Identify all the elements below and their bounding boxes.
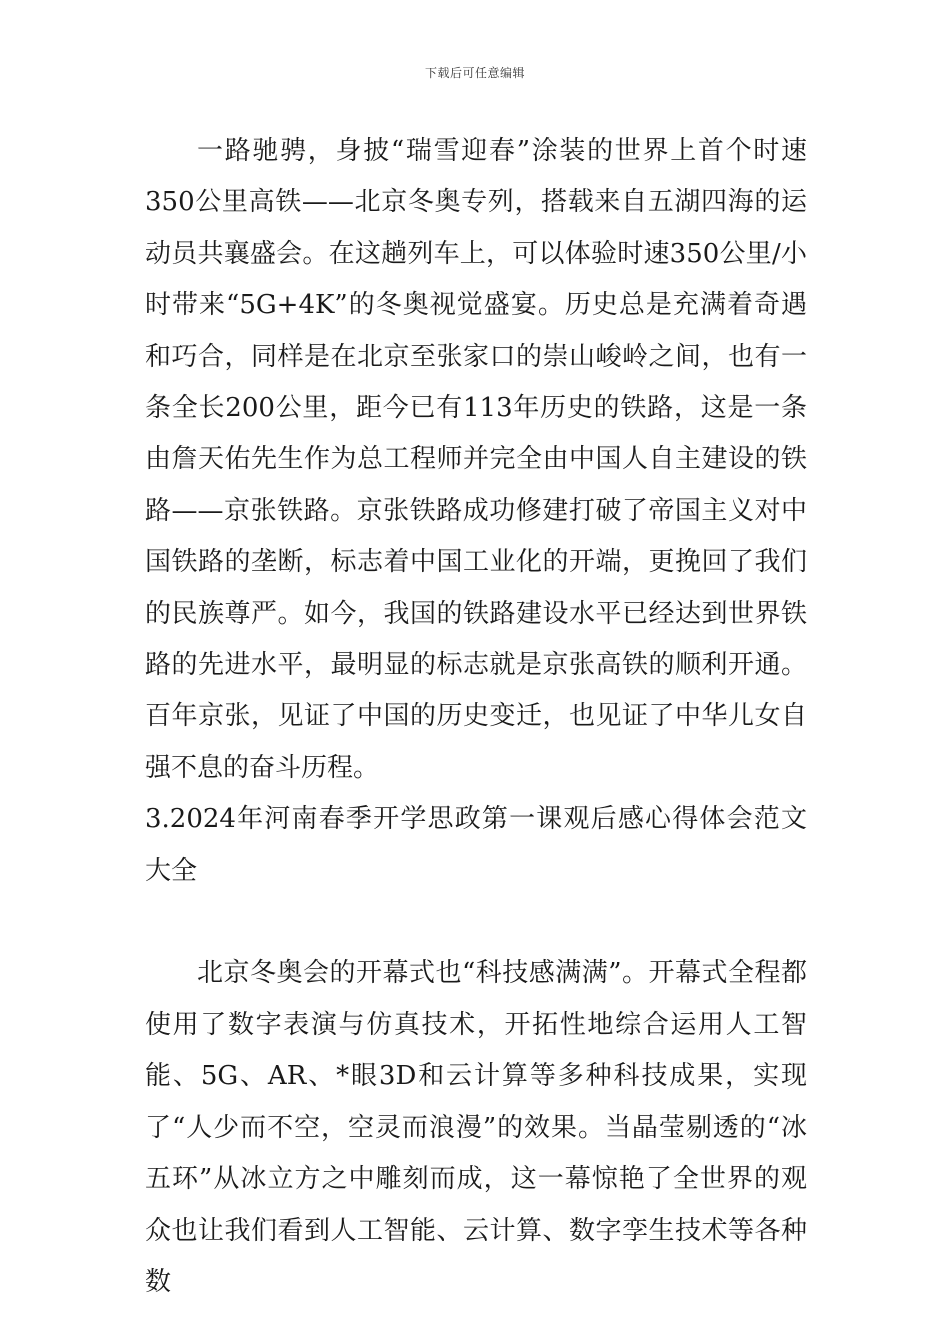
section-heading: 3.2024年河南春季开学思政第一课观后感心得体会范文大全 bbox=[145, 804, 807, 886]
page-header: 下载后可任意编辑 bbox=[424, 66, 525, 80]
paragraph-beijing-winter-olympics-train: 一路驰骋，身披“瑞雪迎春”涂装的世界上首个时速350公里高铁——北京冬奥专列，搭载来自五湖四海的运动员共襄盛会。在这趟列车上，可以体验时速350公里/小时带来“5G+4K”的冬奥视觉盛宴。历史总是充满着奇遇和巧合，同样是在北京至张家口的崇山峻岭之间，也有一条全长200公里，距今已有113年历史的铁路，这是一条由詹天佑先生作为总工程师并完全由中国人自主建设的铁路——京张铁路。京张铁路成功修建打破了帝国主义对中国铁路的垄断，标志着中国工业化的开端，更挽回了我们的民族尊严。如今，我国的铁路建设水平已经达到世界铁路的先进水平，最明显的标志就是京张高铁的顺利开通。百年京张，见证了中国的历史变迁，也见证了中华儿女自强不息的奋斗历程。 bbox=[145, 136, 807, 783]
blank-line bbox=[145, 897, 807, 948]
document-body bbox=[145, 126, 807, 1308]
paragraph-opening-ceremony-technology: 北京冬奥会的开幕式也“科技感满满”。开幕式全程都使用了数字表演与仿真技术，开拓性地综合运用人工智能、5G、AR、*眼3D和云计算等多种科技成果，实现了“人少而不空，空灵而浪漫”的效果。当晶莹剔透的“冰五环”从冰立方之中雕刻而成，这一幕惊艳了全世界的观众也让我们看到人工智能、云计算、数字孪生技术等各种数 bbox=[145, 958, 807, 1297]
